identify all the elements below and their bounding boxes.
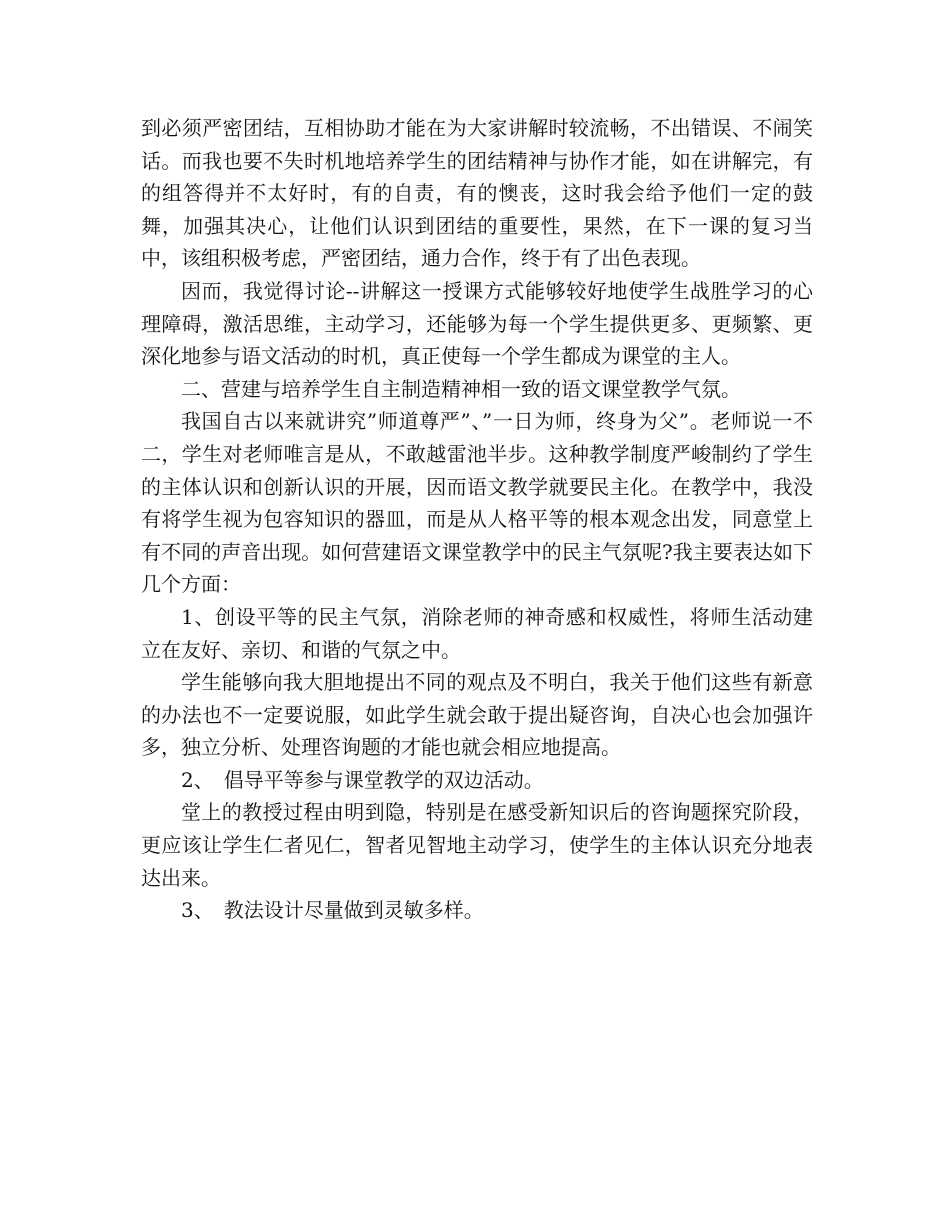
paragraph-1: 到必须严密团结，互相协助才能在为大家讲解时较流畅，不出错误、不闹笑话。而我也要不失时机地培养学生的团结精神与协作才能，如在讲解完，有的组答得并不太好时，有的自责，有的懊丧，这时我会给予他们一定的鼓舞，加强其决心，让他们认识到团结的重要性，果然，在下一课的复习当中，该组积极考虑，严密团结，通力合作，终于有了出色表现。: [141, 116, 813, 271]
paragraph-3: 我国自古以来就讲究”师道尊严”、”一日为师，终身为父”。老师说一不二，学生对老师唯言是从，不敢越雷池半步。这种教学制度严峻制约了学生的主体认识和创新认识的开展，因而语文教学就要民主化。在教学中，我没有将学生视为包容知识的器皿，而是从人格平等的根本观念出发，同意堂上有不同的声音出现。如何营建语文课堂教学中的民主气氛呢?我主要表达如下几个方面：: [141, 409, 813, 597]
list-item-1: 1、创设平等的民主气氛，消除老师的神奇感和权威性，将师生活动建立在友好、亲切、和谐的气氛之中。: [141, 604, 813, 662]
list-item-3: 3、 教法设计尽量做到灵敏多样。: [181, 898, 484, 923]
list-item-2: 2、 倡导平等参与课堂教学的双边活动。: [181, 767, 544, 792]
paragraph-2: 因而，我觉得讨论--讲解这一授课方式能够较好地使学生战胜学习的心理障碍，激活思维，主动学习，还能够为每一个学生提供更多、更频繁、更深化地参与语文活动的时机，真正使每一个学生都成为课堂的主人。: [141, 278, 813, 369]
paragraph-5: 堂上的教授过程由明到隐，特别是在感受新知识后的咨询题探究阶段，更应该让学生仁者见仁，智者见智地主动学习，使学生的主体认识充分地表达出来。: [141, 800, 813, 890]
paragraph-4: 学生能够向我大胆地提出不同的观点及不明白，我关于他们这些有新意的办法也不一定要说服，如此学生就会敢于提出疑咨询，自决心也会加强许多，独立分析、处理咨询题的才能也就会相应地提高。: [141, 670, 813, 760]
document-body: [141, 112, 813, 927]
section-heading-2: 二、营建与培养学生自主制造精神相一致的语文课堂教学气氛。: [181, 376, 741, 401]
